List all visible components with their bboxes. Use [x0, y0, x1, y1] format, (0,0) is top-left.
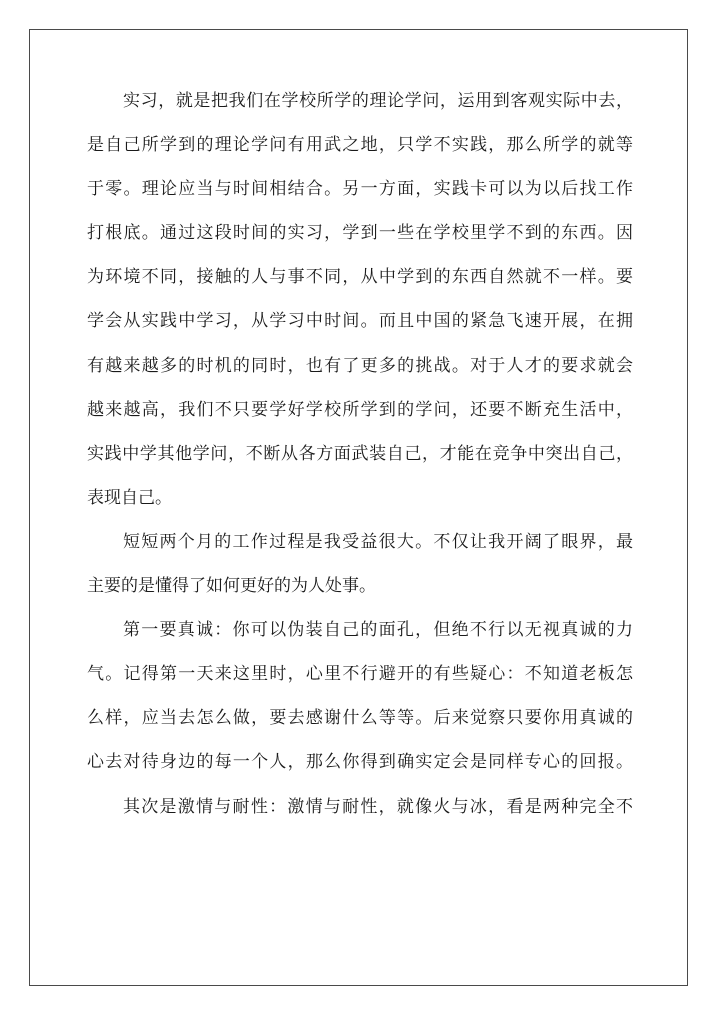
text-line: 么样，应当去怎么做，要去感谢什么等等。后来觉察只要你用真诚的: [87, 708, 633, 729]
text-line: 学会从实践中学习，从学习中时间。而且中国的紧急飞速开展，在拥: [87, 311, 633, 332]
text-line: 其次是激情与耐性：激情与耐性，就像火与冰，看是两种完全不: [123, 796, 633, 817]
text-line: 为环境不同，接触的人与事不同，从中学到的东西自然就不一样。要: [87, 267, 633, 288]
text-line: 打根底。通过这段时间的实习，学到一些在学校里学不到的东西。因: [87, 223, 633, 244]
text-line: 主要的是懂得了如何更好的为人处事。: [87, 576, 376, 597]
text-line: 有越来越多的时机的同时，也有了更多的挑战。对于人才的要求就会: [87, 355, 633, 376]
text-line: 表现自己。: [87, 487, 172, 508]
text-line: 实践中学其他学问，不断从各方面武装自己，才能在竞争中突出自己，: [87, 443, 633, 464]
text-line: 是自己所学到的理论学问有用武之地，只学不实践，那么所学的就等: [87, 135, 633, 156]
text-line: 第一要真诚：你可以伪装自己的面孔，但绝不行以无视真诚的力: [123, 620, 633, 641]
text-line: 气。记得第一天来这里时，心里不行避开的有些疑心：不知道老板怎: [87, 664, 633, 685]
text-line: 实习，就是把我们在学校所学的理论学问，运用到客观实际中去，: [123, 91, 633, 111]
text-line: 于零。理论应当与时间相结合。另一方面，实践卡可以为以后找工作: [87, 179, 633, 200]
text-line: 短短两个月的工作过程是我受益很大。不仅让我开阔了眼界，最: [123, 531, 633, 552]
document-body: [87, 91, 633, 841]
text-line: 心去对待身边的每一个人，那么你得到确实定会是同样专心的回报。: [87, 752, 633, 773]
text-line: 越来越高，我们不只要学好学校所学到的学问，还要不断充生活中，: [87, 399, 633, 420]
